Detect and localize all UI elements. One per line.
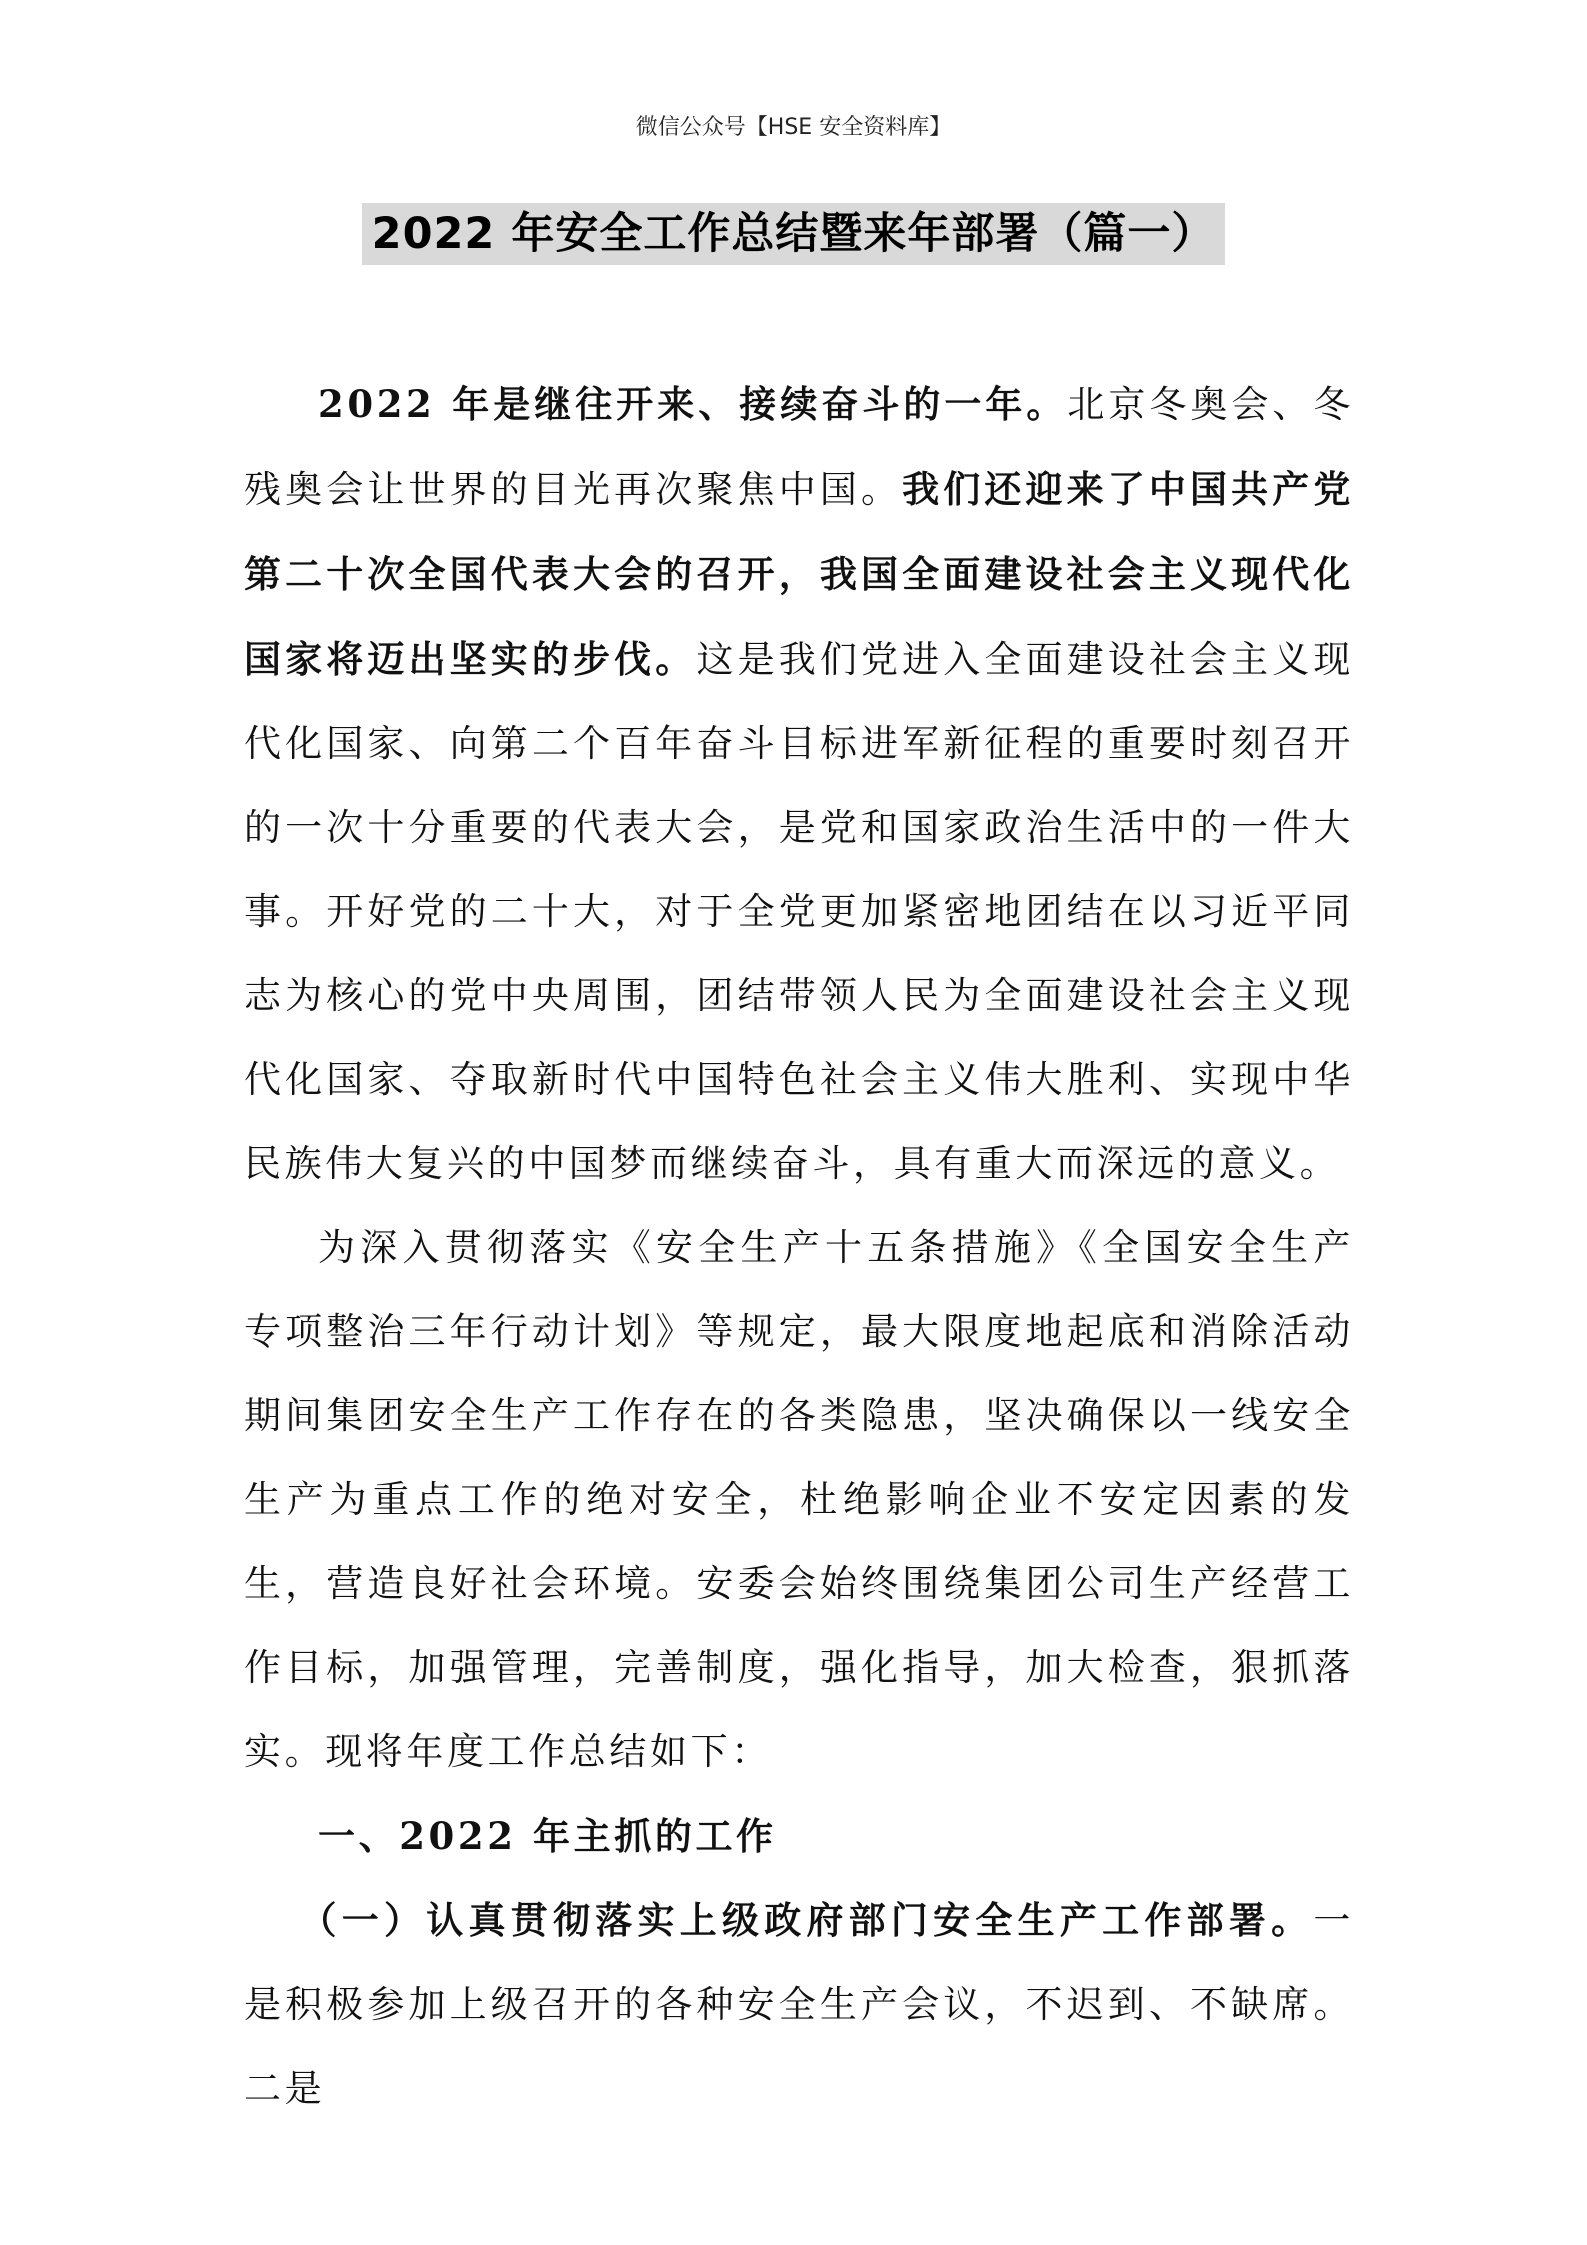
paragraph-intro-lead: 2022 年是继往开来、接续奋斗的一年。 [318, 382, 1068, 426]
subsection-1 [244, 1878, 1354, 2131]
paragraph-intro [244, 362, 1354, 1206]
paragraph-intro-text-a: 北京冬奥会、冬残奥会让世界的目光再次聚焦中国。 [244, 383, 1354, 511]
section-heading-1: 一、2022 年主抓的工作 [318, 1814, 777, 1858]
document-header-source: 微信公众号【HSE 安全资料库】 [635, 115, 952, 140]
paragraph-intro-emphasis: 我们还迎来了中国共产党第二十次全国代表大会的召开，我国全面建设社会主义现代化国家将迈出坚实的步伐。 [244, 467, 1354, 681]
subsection-1-heading: （一）认真贯彻落实上级政府部门安全生产工作部署。 [299, 1898, 1314, 1942]
document-body [244, 362, 1354, 2131]
subsection-1-text: 一是积极参加上级召开的各种安全生产会议，不迟到、不缺席。二是 [244, 1899, 1354, 2110]
paragraph-intro-text-c: 这是我们党进入全面建设社会主义现代化国家、向第二个百年奋斗目标进军新征程的重要时刻召开的一次十分重要的代表大会，是党和国家政治生活中的一件大事。开好党的二十大，对于全党更加紧密地团结在以习近平同志为核心的党中央周围，团结带领人民为全面建设社会主义现代化国家、夺取新时代中国特色社会主义伟大胜利、实现中华民族伟大复兴的中国梦而继续奋斗，具有重大而深远的意义。 [244, 638, 1354, 1185]
document-title: 2022 年安全工作总结暨来年部署（篇一） [362, 203, 1226, 265]
title-container [0, 203, 1587, 265]
paragraph-purpose: 为深入贯彻落实《安全生产十五条措施》《全国安全生产专项整治三年行动计划》等规定，最大限度地起底和消除活动期间集团安全生产工作存在的各类隐患，坚决确保以一线安全生产为重点工作的绝对安全，杜绝影响企业不安定因素的发生，营造良好社会环境。安委会始终围绕集团公司生产经营工作目标，加强管理，完善制度，强化指导，加大检查，狠抓落实。现将年度工作总结如下： [244, 1226, 1354, 1773]
